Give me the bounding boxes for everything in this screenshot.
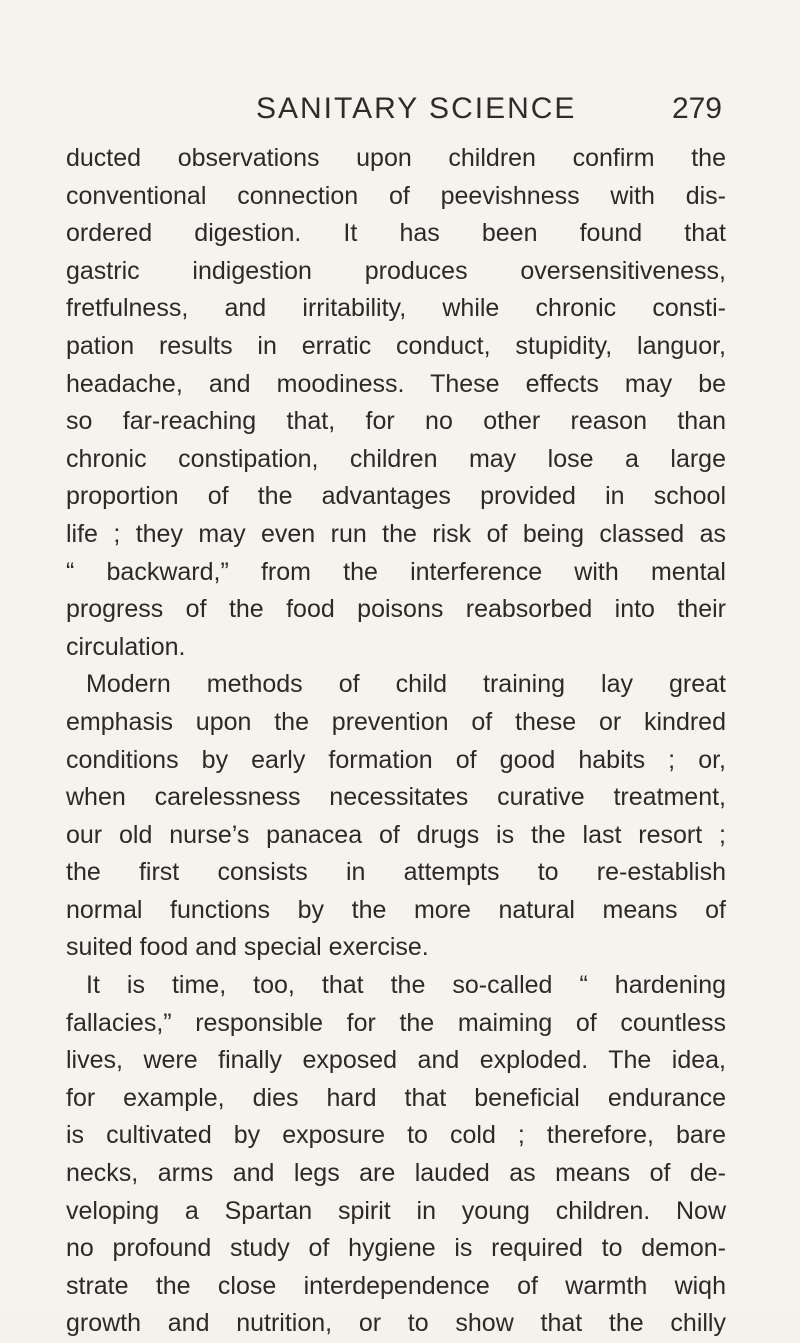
- text-line: conventional connection of peevishness with dis-: [66, 181, 726, 210]
- text-line: life ; they may even run the risk of being classed as: [66, 519, 726, 548]
- text-line: suited food and special exercise.: [66, 933, 429, 962]
- text-line: fallacies,” responsible for the maiming of countless: [66, 1008, 726, 1037]
- text-line: lives, were finally exposed and exploded. The idea,: [66, 1046, 726, 1075]
- text-line: conditions by early formation of good habits ; or,: [66, 745, 726, 774]
- text-line: emphasis upon the prevention of these or kindred: [66, 707, 726, 736]
- text-line: no profound study of hygiene is required to demon-: [66, 1234, 726, 1263]
- text-line: veloping a Spartan spirit in young children. Now: [66, 1196, 726, 1225]
- text-line: ordered digestion. It has been found that: [66, 219, 726, 248]
- text-line: gastric indigestion produces oversensitiveness,: [66, 256, 726, 285]
- text-line: headache, and moodiness. These effects may be: [66, 369, 726, 398]
- text-line: ducted observations upon children confirm the: [66, 144, 726, 172]
- text-line: growth and nutrition, or to show that the chilly: [66, 1309, 726, 1338]
- text-line: progress of the food poisons reabsorbed into their: [66, 595, 726, 624]
- text-line: necks, arms and legs are lauded as means of de-: [66, 1159, 726, 1188]
- text-line: pation results in erratic conduct, stupidity, languor,: [66, 331, 726, 360]
- body-text: [66, 140, 726, 1343]
- text-line: is cultivated by exposure to cold ; therefore, bare: [66, 1121, 726, 1150]
- paragraph-start-line: Modern methods of child training lay great: [86, 670, 726, 699]
- text-line: circulation.: [66, 632, 186, 661]
- text-line: the first consists in attempts to re-establish: [66, 858, 726, 887]
- text-line: fretfulness, and irritability, while chronic consti-: [66, 294, 726, 323]
- text-line: normal functions by the more natural means of: [66, 895, 726, 924]
- running-title: SANITARY SCIENCE: [256, 92, 577, 125]
- page-number: 279: [671, 92, 722, 125]
- text-line: chronic constipation, children may lose a large: [66, 444, 726, 473]
- paragraph-start-line: It is time, too, that the so-called “ hardening: [86, 971, 726, 1000]
- text-line: proportion of the advantages provided in school: [66, 482, 726, 511]
- text-line: our old nurse’s panacea of drugs is the last resort ;: [66, 820, 726, 849]
- text-line: for example, dies hard that beneficial endurance: [66, 1083, 726, 1112]
- text-line: when carelessness necessitates curative treatment,: [66, 783, 726, 812]
- text-line: strate the close interdependence of warmth wiqh: [66, 1271, 726, 1300]
- text-line: so far-reaching that, for no other reason than: [66, 407, 726, 436]
- page-header: [66, 92, 722, 132]
- text-line: “ backward,” from the interference with mental: [66, 557, 726, 586]
